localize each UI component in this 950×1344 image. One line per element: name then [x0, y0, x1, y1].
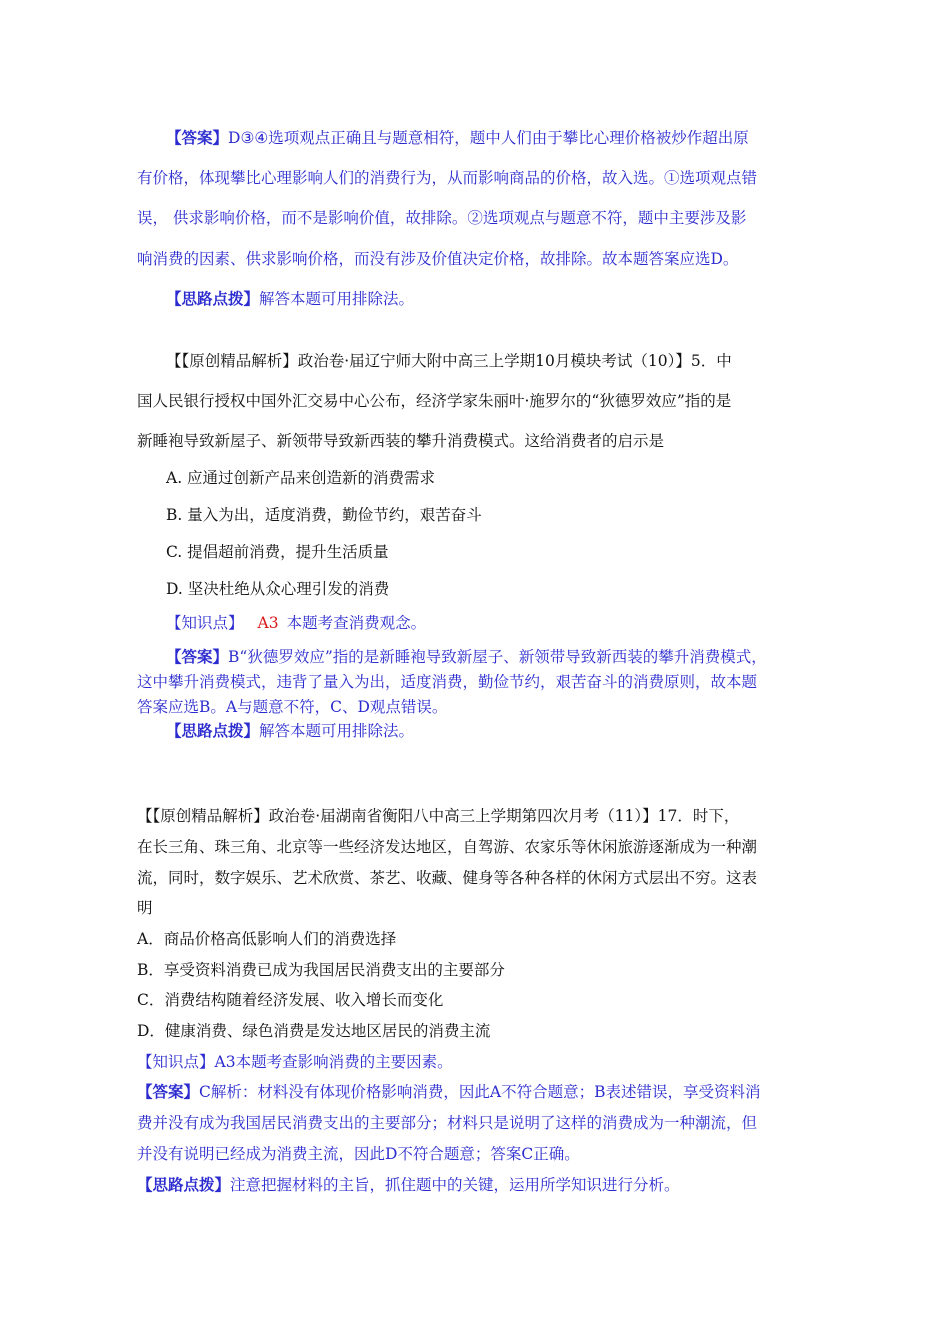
question-text: 明: [137, 899, 153, 917]
question-text: 新睡袍导致新屋子、新领带导致新西装的攀升消费模式。这给消费者的启示是: [137, 432, 665, 450]
question-text: 国人民银行授权中国外汇交易中心公布，经济学家朱丽叶·施罗尔的“狄德罗效应”指的是: [137, 392, 732, 410]
question-text: 流，同时，数字娱乐、艺术欣赏、茶艺、收藏、健身等各种各样的休闲方式层出不穷。这表: [137, 869, 758, 887]
knowledge-text: 本题考查消费观念。: [286, 614, 427, 632]
hint-text: 解答本题可用排除法。: [259, 722, 415, 740]
option-d: D. 坚决杜绝从众心理引发的消费: [166, 580, 390, 598]
option-b: B. 量入为出，适度消费，勤俭节约，艰苦奋斗: [166, 506, 482, 524]
question-text: 【【原创精品解析】政治卷·届湖南省衡阳八中高三上学期第四次月考（11）】17．时下，: [137, 807, 740, 825]
knowledge-tag: 【知识点】: [166, 614, 244, 632]
answer-text: 有价格，体现攀比心理影响人们的消费行为，从而影响商品的价格，故入选。①选项观点错: [137, 169, 758, 187]
answer-text: D③④选项观点正确且与题意相符，题中人们由于攀比心理价格被炒作超出原: [228, 129, 749, 147]
option-b: B．享受资料消费已成为我国居民消费支出的主要部分: [137, 961, 505, 979]
answer-text: 这中攀升消费模式，违背了量入为出，适度消费，勤俭节约，艰苦奋斗的消费原则，故本题: [137, 673, 758, 691]
option-c: C. 提倡超前消费，提升生活质量: [166, 543, 389, 561]
knowledge-line: [166, 613, 426, 633]
option-a: A．商品价格高低影响人们的消费选择: [137, 930, 397, 948]
option-c: C．消费结构随着经济发展、收入增长而变化: [137, 991, 444, 1009]
hint-line: [166, 721, 414, 741]
hint-text: 解答本题可用排除法。: [259, 290, 415, 308]
answer-text: 响消费的因素、供求影响价格，而没有涉及价值决定价格，故排除。故本题答案应选D。: [137, 250, 739, 268]
hint-line: [166, 289, 414, 309]
answer-tag: 【答案】: [166, 128, 229, 147]
answer-text: 费并没有成为我国居民消费支出的主要部分；材料只是说明了这样的消费成为一种潮流，但: [137, 1114, 758, 1132]
hint-line: [137, 1175, 680, 1195]
knowledge-text: A3本题考查影响消费的主要因素。: [214, 1053, 453, 1071]
answer-text: 误， 供求影响价格，而不是影响价值，故排除。②选项观点与题意不符，题中主要涉及影: [137, 209, 747, 227]
answer-line: [166, 647, 767, 667]
knowledge-tag: 【知识点】: [137, 1053, 215, 1071]
answer-text: B“狄德罗效应”指的是新睡袍导致新屋子、新领带导致新西装的攀升消费模式，: [228, 648, 767, 666]
answer-line: [166, 128, 749, 148]
hint-tag: 【思路点拨】: [166, 289, 260, 308]
answer-text: 并没有说明已经成为消费主流，因此D不符合题意；答案C正确。: [137, 1145, 580, 1163]
hint-tag: 【思路点拨】: [166, 721, 260, 740]
option-d: D．健康消费、绿色消费是发达地区居民的消费主流: [137, 1022, 491, 1040]
answer-text: 答案应选B。A与题意不符，C、D观点错误。: [137, 698, 448, 716]
question-text: 【【原创精品解析】政治卷·届辽宁师大附中高三上学期10月模块考试（10）】5．中: [166, 352, 732, 370]
knowledge-line: [137, 1052, 453, 1072]
answer-tag: 【答案】: [137, 1082, 200, 1101]
hint-text: 注意把握材料的主旨，抓住题中的关键，运用所学知识进行分析。: [230, 1176, 680, 1194]
answer-text: C解析：材料没有体现价格影响消费，因此A不符合题意；B表述错误，享受资料消: [199, 1083, 761, 1101]
option-a: A. 应通过创新产品来创造新的消费需求: [166, 469, 436, 487]
knowledge-code: A3: [257, 614, 279, 632]
answer-tag: 【答案】: [166, 647, 229, 666]
question-text: 在长三角、珠三角、北京等一些经济发达地区，自驾游、农家乐等休闲旅游逐渐成为一种潮: [137, 838, 758, 856]
answer-line: [137, 1082, 760, 1102]
hint-tag: 【思路点拨】: [137, 1175, 231, 1194]
